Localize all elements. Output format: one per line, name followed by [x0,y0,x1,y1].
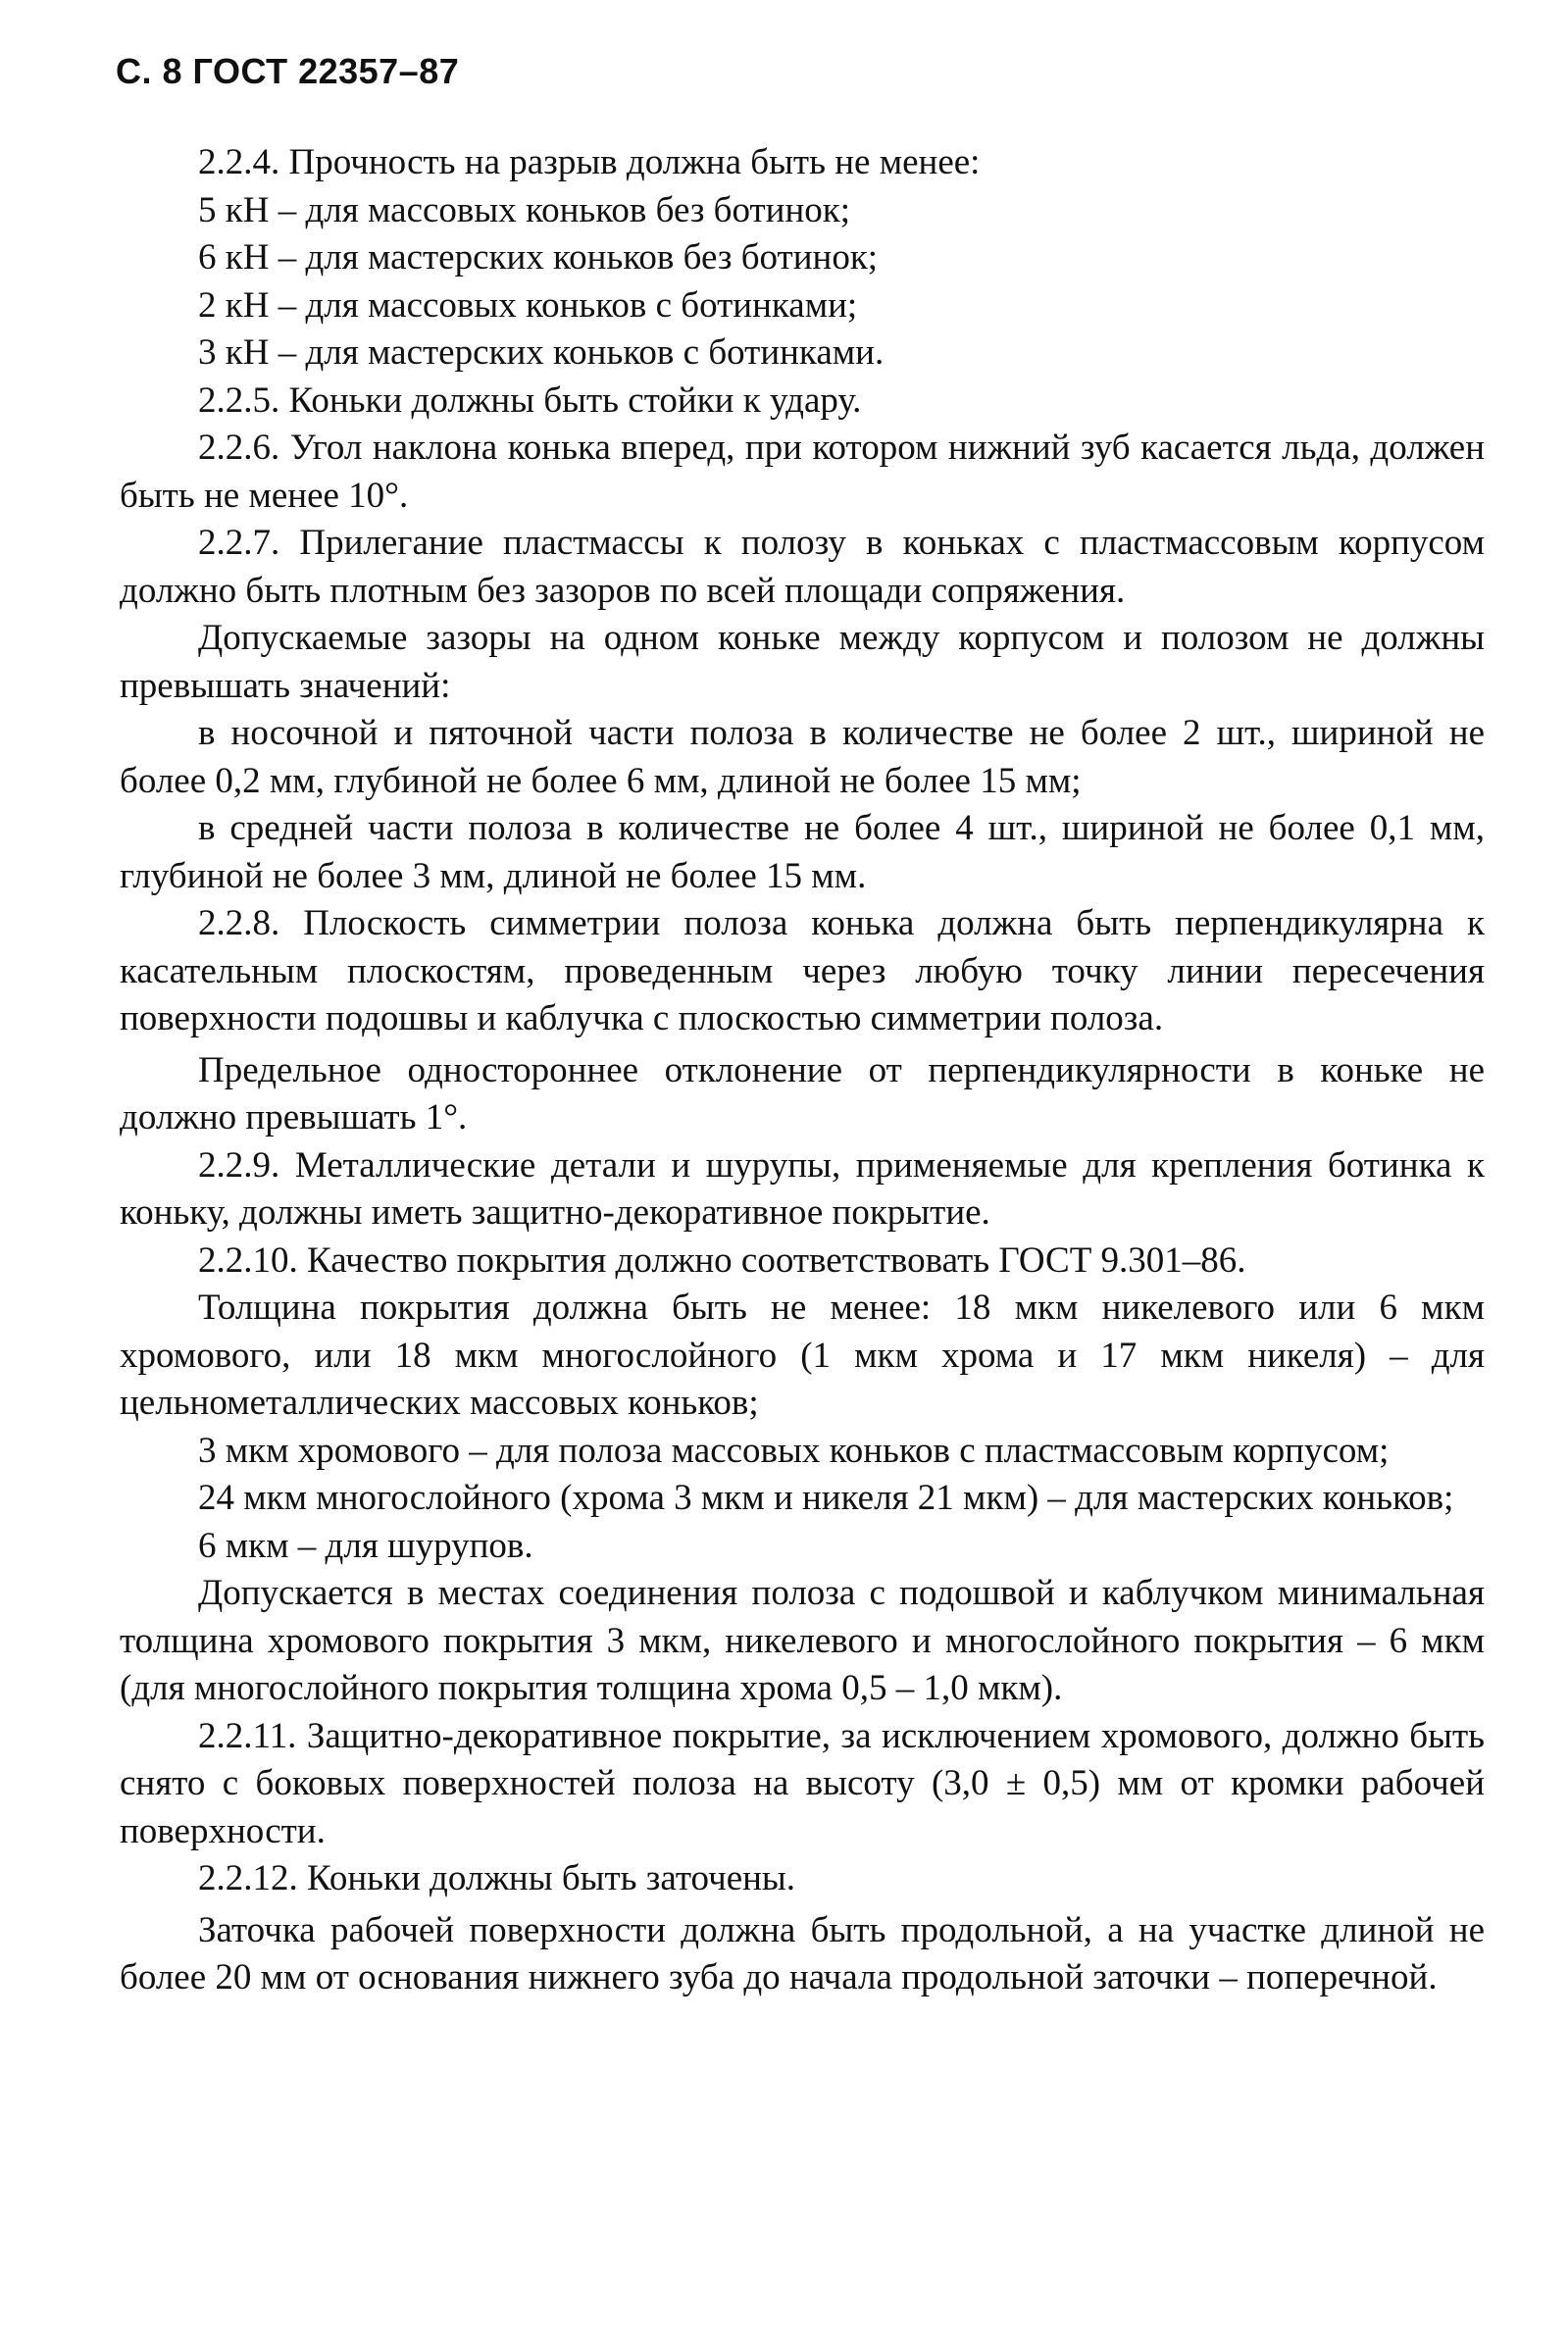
paragraph: Допускаемые зазоры на одном коньке между корпусом и полозом не должны превышать значений: [120,618,1485,706]
paragraph: Допускается в местах соединения полоза с подошвой и каблучком минимальная толщина хромового покрытия 3 мкм, никелевого и многослойного покрытия – 6 мкм (для многослойного покрытия толщина хрома 0,5 – 1,0 мкм). [120,1573,1485,1708]
paragraph: 2.2.8. Плоскость симметрии полоза конька должна быть перпендикулярна к касательным плоскостям, проведенным через любую точку линии пересечения поверхности подошвы и каблучка с плоскостью симметрии полоза. [120,903,1485,1038]
paragraph: Толщина покрытия должна быть не менее: 18 мкм никелевого или 6 мкм хромового, или 18 мкм многослойного (1 мкм хрома и 17 мкм никеля) – для цельнометаллических массовых коньков; [120,1288,1485,1423]
paragraph: в носочной и пяточной части полоза в количестве не более 2 шт., шириной не более 0,2 мм, глубиной не более 6 мм, длиной не более 15 мм; [120,713,1485,801]
paragraph: 3 мкм хромового – для полоза массовых коньков с пластмассовым корпусом; [198,1430,1390,1471]
paragraph: 3 кН – для мастерских коньков с ботинками. [198,332,885,373]
paragraph: 6 кН – для мастерских коньков без ботинок; [198,237,879,278]
paragraph: 6 мкм – для шурупов. [198,1525,533,1566]
page-number: С. 8 [116,51,183,91]
page-header [116,51,459,92]
paragraph: 2.2.10. Качество покрытия должно соответствовать ГОСТ 9.301–86. [198,1239,1246,1281]
paragraph: 2 кН – для массовых коньков с ботинками; [198,284,858,326]
paragraph: 2.2.7. Прилегание пластмассы к полозу в коньках с пластмассовым корпусом должно быть плотным без зазоров по всей площади сопряжения. [120,523,1485,611]
paragraph: 2.2.9. Металлические детали и шурупы, применяемые для крепления ботинка к коньку, должны иметь защитно-декоративное покрытие. [120,1144,1485,1233]
paragraph: в средней части полоза в количестве не более 4 шт., шириной не более 0,1 мм, глубиной не более 3 мм, длиной не более 15 мм. [120,808,1485,896]
paragraph: Предельное одностороннее отклонение от перпендикулярности в коньке не должно превышать 1°. [120,1049,1485,1137]
paragraph: 2.2.11. Защитно-декоративное покрытие, за исключением хромового, должно быть снято с боковых поверхностей полоза на высоту (3,0 ± 0,5) мм от кромки рабочей поверхности. [120,1715,1485,1851]
paragraph: 5 кН – для массовых коньков без ботинок; [198,189,851,230]
standard-number: ГОСТ 22357–87 [192,51,460,91]
paragraph: Заточка рабочей поверхности должна быть продольной, а на участке длиной не более 20 мм от основания нижнего зуба до начала продольной заточки – поперечной. [120,1909,1485,1997]
paragraph: 2.2.12. Коньки должны быть заточены. [198,1858,796,1898]
document-body [120,139,1485,2002]
paragraph: 2.2.5. Коньки должны быть стойки к удару. [198,379,862,421]
paragraph: 24 мкм многослойного (хрома 3 мкм и никеля 21 мкм) – для мастерских коньков; [198,1478,1454,1518]
paragraph: 2.2.6. Угол наклона конька вперед, при котором нижний зуб касается льда, должен быть не менее 10°. [120,428,1485,516]
paragraph: 2.2.4. Прочность на разрыв должна быть не менее: [198,142,981,182]
